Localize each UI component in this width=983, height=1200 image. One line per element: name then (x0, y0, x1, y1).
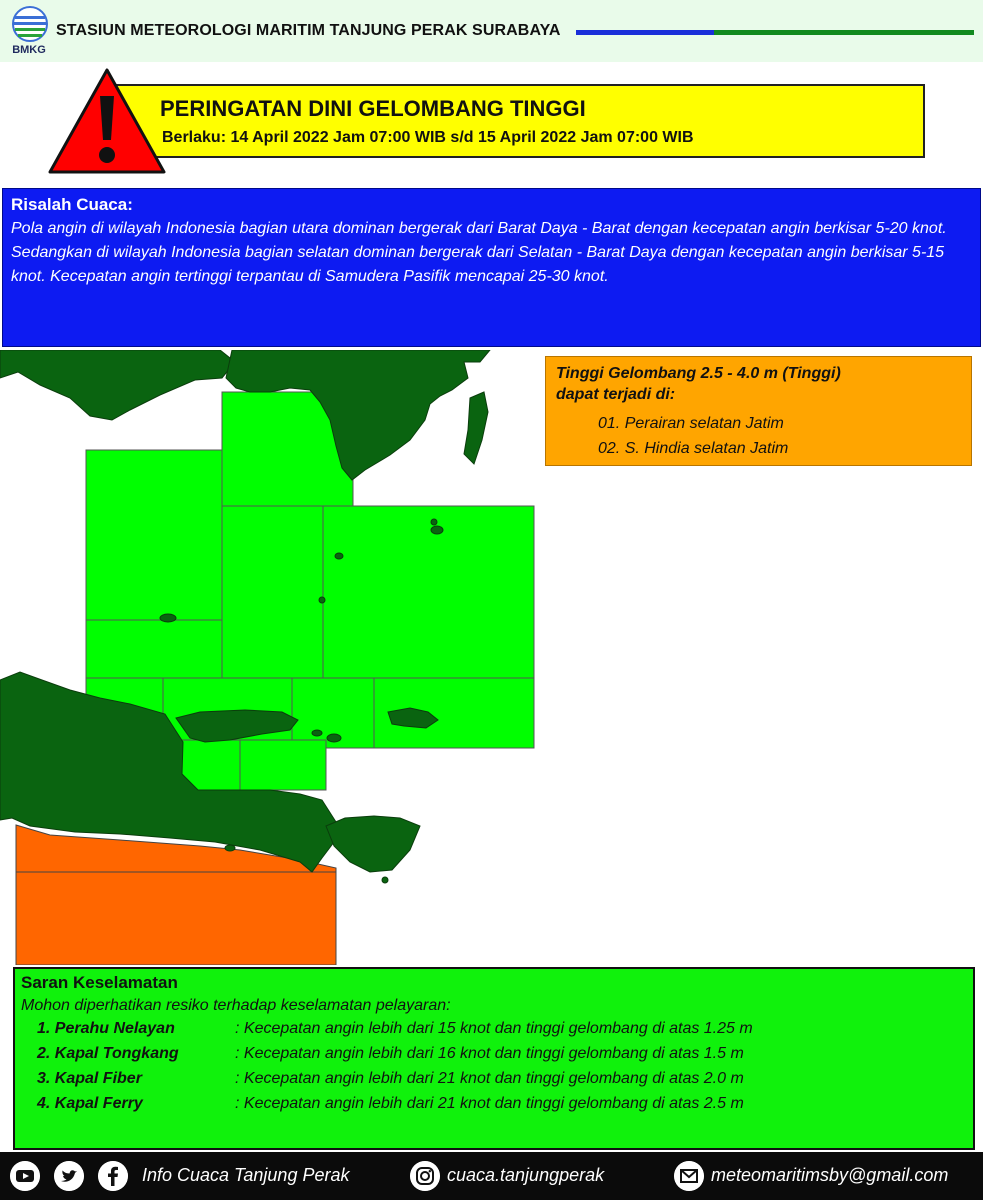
vessel-name: 4. Kapal Ferry (37, 1095, 143, 1112)
land-island-1 (160, 614, 176, 622)
warning-validity: Berlaku: 14 April 2022 Jam 07:00 WIB s/d 15 April 2022 Jam 07:00 WIB (162, 129, 694, 146)
zone-laut-jawa-south-west (86, 620, 222, 678)
wave-height-line1: Tinggi Gelombang 2.5 - 4.0 m (Tinggi) (556, 365, 841, 382)
wave-area-list (598, 411, 961, 461)
wave-area-item: 02. S. Hindia selatan Jatim (598, 440, 789, 457)
land-island-5 (431, 519, 437, 525)
header-bar-green (714, 30, 974, 35)
safety-advice (13, 967, 975, 1150)
instagram-handle[interactable]: cuaca.tanjungperak (447, 1165, 605, 1185)
header-bar-blue (576, 30, 714, 35)
station-name: STASIUN METEOROLOGI MARITIM TANJUNG PERAK SURABAYA (56, 22, 561, 39)
vessel-name: 1. Perahu Nelayan (37, 1020, 175, 1037)
youtube-icon[interactable] (10, 1161, 40, 1191)
safety-advice-subtitle: Mohon diperhatikan resiko terhadap keselamatan pelayaran: (21, 997, 451, 1014)
zone-samudera-hindia (16, 872, 336, 965)
land-island-3 (319, 597, 325, 603)
weather-summary-title: Risalah Cuaca: (11, 195, 133, 214)
logo-text: BMKG (12, 44, 46, 56)
vessel-threshold: : Kecepatan angin lebih dari 16 knot dan tinggi gelombang di atas 1.5 m (235, 1045, 744, 1062)
wave-map (0, 350, 560, 965)
header (0, 0, 983, 62)
zone-laut-jawa-central (222, 506, 323, 678)
land-island-7 (327, 734, 341, 742)
vessel-threshold: : Kecepatan angin lebih dari 21 knot dan tinggi gelombang di atas 2.0 m (235, 1070, 744, 1087)
land-island-4 (431, 526, 443, 534)
warning-title: PERINGATAN DINI GELOMBANG TINGGI (160, 96, 586, 121)
email-address[interactable]: meteomaritimsby@gmail.com (711, 1165, 949, 1185)
warning-triangle-icon (46, 66, 168, 176)
safety-advice-list (21, 1018, 967, 1118)
wave-area-item: 01. Perairan selatan Jatim (598, 415, 784, 432)
wave-height-box (545, 356, 972, 466)
wave-height-line2: dapat terjadi di: (556, 386, 676, 403)
vessel-name: 2. Kapal Tongkang (37, 1045, 179, 1062)
facebook-icon[interactable] (98, 1161, 128, 1191)
weather-summary-body: Pola angin di wilayah Indonesia bagian utara dominan bergerak dari Barat Daya - Barat dengan kecepatan angin berkisar 5-20 knot. Sedangkan di wilayah Indonesia bagian selatan dominan bergerak dari Selatan - Barat Daya dengan kecepatan angin berkisar 5-15 knot. Kecepatan angin tertinggi terpantau di Samudera Pasifik mencapai 25-30 knot. (11, 220, 947, 285)
footer (0, 1152, 983, 1200)
vessel-threshold: : Kecepatan angin lebih dari 21 knot dan tinggi gelombang di atas 2.5 m (235, 1095, 744, 1112)
vessel-threshold: : Kecepatan angin lebih dari 15 knot dan tinggi gelombang di atas 1.25 m (235, 1020, 753, 1037)
zone-selat-madura-east (240, 740, 326, 790)
list-item (21, 1093, 967, 1118)
list-item (21, 1018, 967, 1043)
zone-laut-jawa-west (86, 450, 222, 620)
vessel-name: 3. Kapal Fiber (37, 1070, 142, 1087)
land-island-8 (225, 845, 235, 851)
safety-advice-title: Saran Keselamatan (21, 973, 178, 992)
email-icon[interactable] (674, 1161, 704, 1191)
weather-summary (2, 188, 981, 347)
land-island-2 (335, 553, 343, 559)
list-item (21, 1068, 967, 1093)
social-account-name: Info Cuaca Tanjung Perak (142, 1165, 350, 1185)
list-item (21, 1043, 967, 1068)
twitter-icon[interactable] (54, 1161, 84, 1191)
instagram-icon[interactable] (410, 1161, 440, 1191)
land-island-6 (312, 730, 322, 736)
land-island-9 (382, 877, 388, 883)
zone-laut-jawa-east (323, 506, 534, 678)
